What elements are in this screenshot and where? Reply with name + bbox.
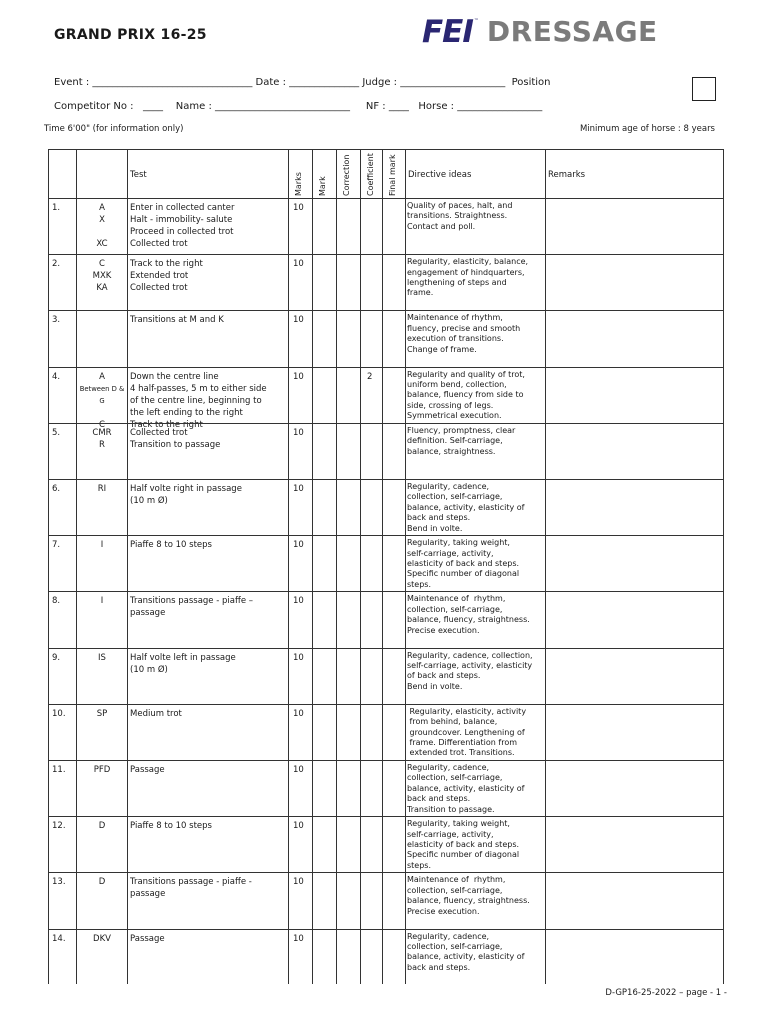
arena-letter: A xyxy=(99,203,105,213)
directive-line: Precise execution. xyxy=(407,906,480,916)
test-description xyxy=(130,595,287,619)
remarks-field[interactable] xyxy=(546,650,722,702)
directive-line: Symmetrical execution. xyxy=(407,411,502,421)
directive-line: Transition to passage. xyxy=(407,804,495,814)
test-line: passage xyxy=(130,608,166,619)
final-mark-field[interactable] xyxy=(383,818,404,868)
test-line: Medium trot xyxy=(130,708,182,719)
test-line: Collected trot xyxy=(130,239,188,249)
correction-field[interactable] xyxy=(337,818,359,868)
movement-letters xyxy=(77,876,127,888)
test-description xyxy=(130,427,287,451)
directive-line: balance, activity, elasticity of xyxy=(407,952,525,962)
correction-field[interactable] xyxy=(337,537,359,587)
correction-field[interactable] xyxy=(337,481,359,531)
remarks-field[interactable] xyxy=(546,706,722,758)
directive-line: collection, self-carriage, xyxy=(407,604,503,614)
movement-number: 5. xyxy=(52,427,61,438)
column-divider xyxy=(405,150,406,984)
test-line: Transition to passage xyxy=(130,439,221,450)
competitor-name-nf-horse-line: Competitor No : ____ Name : ___________________________ NF : ____ Horse : _________________ xyxy=(54,101,543,112)
correction-field[interactable] xyxy=(337,931,359,981)
test-description xyxy=(130,764,287,776)
mark-field[interactable] xyxy=(313,593,335,643)
row-divider xyxy=(49,591,723,592)
column-divider xyxy=(360,150,361,984)
directive-line: Maintenance of rhythm, xyxy=(407,875,506,885)
test-description xyxy=(130,371,287,431)
page-footer: D-GP16-25-2022 – page - 1 - xyxy=(605,988,727,998)
final-mark-field[interactable] xyxy=(383,425,404,475)
directive-line: side, crossing of legs. xyxy=(407,400,494,410)
position-box[interactable] xyxy=(692,77,716,101)
directive-line: Regularity, cadence, xyxy=(407,931,490,941)
movement-number: 10. xyxy=(52,708,66,719)
directive-ideas xyxy=(407,426,545,457)
row-divider xyxy=(49,648,723,649)
max-marks: 10 xyxy=(293,315,304,326)
test-line: Track to the right xyxy=(130,419,203,430)
row-divider xyxy=(49,310,723,311)
coefficient-value: 2 xyxy=(367,371,373,382)
test-line: Collected trot xyxy=(130,283,188,294)
directive-line: groundcover. Lengthening of xyxy=(407,727,525,737)
directive-line: Bend in volte. xyxy=(407,523,463,533)
test-line: Down the centre line xyxy=(130,371,219,382)
test-line: Transitions at M and K xyxy=(130,315,224,326)
test-description xyxy=(130,539,287,551)
max-marks: 10 xyxy=(293,877,304,888)
directive-line: balance, activity, elasticity of xyxy=(407,783,525,793)
directive-line: balance, fluency, straightness. xyxy=(407,615,530,625)
directive-ideas xyxy=(407,819,545,871)
final-mark-field[interactable] xyxy=(383,593,404,643)
movement-number: 11. xyxy=(52,765,66,775)
row-divider xyxy=(49,704,723,705)
final-mark-field[interactable] xyxy=(383,200,404,250)
directive-line: Regularity, cadence, xyxy=(407,482,490,491)
directive-line: transitions. Straightness. xyxy=(407,211,508,221)
row-divider xyxy=(49,760,723,761)
mark-field[interactable] xyxy=(313,650,335,700)
mark-field[interactable] xyxy=(313,425,335,475)
final-mark-field[interactable] xyxy=(383,312,404,362)
test-line: (10 m Ø) xyxy=(130,664,168,675)
correction-field[interactable] xyxy=(337,369,359,419)
max-marks: 10 xyxy=(293,259,304,270)
col-header-marks: Marks xyxy=(294,172,303,196)
test-description xyxy=(130,876,287,900)
directive-line: Specific number of diagonal xyxy=(407,569,520,579)
directive-ideas xyxy=(407,651,545,693)
directive-line: Regularity, taking weight, xyxy=(407,819,510,829)
remarks-field[interactable] xyxy=(546,537,722,589)
remarks-field[interactable] xyxy=(546,481,722,533)
movement-letters xyxy=(77,539,127,551)
directive-ideas xyxy=(407,594,545,636)
directive-line: Regularity, cadence, xyxy=(407,763,490,772)
test-line: Transitions passage - piaffe - xyxy=(130,877,252,888)
mark-field[interactable] xyxy=(313,818,335,868)
row-divider xyxy=(49,423,723,424)
arena-letter: KA xyxy=(96,283,108,294)
mark-field[interactable] xyxy=(313,312,335,362)
arena-letter: DKV xyxy=(93,933,111,944)
test-description xyxy=(130,483,287,507)
test-line: Half volte right in passage xyxy=(130,484,242,494)
directive-line: Maintenance of rhythm, xyxy=(407,594,506,604)
directive-line: steps. xyxy=(407,579,432,589)
remarks-field[interactable] xyxy=(546,369,722,421)
arena-letter: CMR xyxy=(92,427,112,438)
directive-line: frame. Differentiation from xyxy=(407,738,518,748)
col-header-test: Test xyxy=(130,170,147,180)
directive-line: collection, self-carriage, xyxy=(407,773,503,783)
directive-line: back and steps. xyxy=(407,513,471,523)
test-description xyxy=(130,933,287,945)
directive-line: Precise execution. xyxy=(407,625,480,635)
arena-letter: XC xyxy=(96,239,108,249)
directive-line: collection, self-carriage, xyxy=(407,885,503,895)
movement-letters xyxy=(77,595,127,607)
remarks-field[interactable] xyxy=(546,425,722,477)
remarks-field[interactable] xyxy=(546,931,722,983)
test-line: Halt - immobility- salute xyxy=(130,215,233,225)
directive-line: self-carriage, activity, xyxy=(407,829,494,839)
directive-line: Regularity, elasticity, balance, xyxy=(407,257,529,267)
mark-field[interactable] xyxy=(313,369,335,419)
test-description xyxy=(130,820,287,832)
directive-line: back and steps. xyxy=(407,794,471,804)
arena-letter xyxy=(77,226,127,238)
mark-field[interactable] xyxy=(313,762,335,812)
col-header-coefficient: Coefficient xyxy=(366,153,375,196)
arena-letter: SP xyxy=(96,708,108,719)
correction-field[interactable] xyxy=(337,312,359,362)
test-line: Transitions passage - piaffe – xyxy=(130,596,254,607)
arena-letter: D xyxy=(98,821,106,832)
column-divider xyxy=(288,150,289,984)
correction-field[interactable] xyxy=(337,762,359,812)
test-description xyxy=(130,202,287,250)
arena-letter: MXK xyxy=(92,271,112,282)
col-header-final-mark: Final mark xyxy=(388,154,397,196)
movement-letters xyxy=(77,764,127,776)
directive-line: collection, self-carriage, xyxy=(407,942,503,951)
row-divider xyxy=(49,479,723,480)
max-marks: 10 xyxy=(293,427,304,438)
movement-number: 7. xyxy=(52,540,61,551)
remarks-field[interactable] xyxy=(546,762,722,814)
directive-line: steps. xyxy=(407,860,432,870)
movement-number: 6. xyxy=(52,484,61,494)
movement-number: 4. xyxy=(52,371,61,382)
correction-field[interactable] xyxy=(337,256,359,306)
test-description xyxy=(130,314,287,326)
max-marks: 10 xyxy=(293,540,304,551)
max-marks: 10 xyxy=(293,708,304,719)
test-line: Passage xyxy=(130,765,165,775)
movement-letters xyxy=(77,258,127,294)
row-divider xyxy=(49,254,723,255)
movement-number: 13. xyxy=(52,877,66,888)
test-line: 4 half-passes, 5 m to either side xyxy=(130,383,267,394)
max-marks: 10 xyxy=(293,484,304,494)
col-header-mark: Mark xyxy=(318,176,327,196)
final-mark-field[interactable] xyxy=(383,256,404,306)
remarks-field[interactable] xyxy=(546,593,722,645)
directive-line: elasticity of back and steps. xyxy=(407,559,520,568)
movement-letters xyxy=(77,820,127,832)
row-divider xyxy=(49,535,723,536)
test-line: Track to the right xyxy=(130,259,203,270)
directive-line: frame. xyxy=(407,288,434,298)
minimum-age-note: Minimum age of horse : 8 years xyxy=(579,124,715,134)
arena-letter: A xyxy=(99,371,105,382)
movement-number: 3. xyxy=(52,315,61,326)
test-description xyxy=(130,258,287,294)
col-header-correction: Correction xyxy=(342,154,351,196)
test-line: (10 m Ø) xyxy=(130,496,168,506)
final-mark-field[interactable] xyxy=(383,874,404,924)
arena-letter: I xyxy=(100,540,104,551)
directive-line: self-carriage, activity, xyxy=(407,548,494,558)
max-marks: 10 xyxy=(293,596,304,607)
event-date-judge-line: Event : ________________________________ Date : ______________ Judge : _____________________ Position xyxy=(54,77,551,88)
directive-line: back and steps. xyxy=(407,962,471,972)
movement-number: 9. xyxy=(52,652,61,663)
header-bottom-line xyxy=(49,198,723,199)
directive-line: Regularity, taking weight, xyxy=(407,538,510,548)
test-line: Piaffe 8 to 10 steps xyxy=(130,540,212,551)
correction-field[interactable] xyxy=(337,650,359,700)
directive-line: elasticity of back and steps. xyxy=(407,840,520,849)
movement-letters xyxy=(77,933,127,945)
arena-letter xyxy=(77,407,127,419)
test-line: Passage xyxy=(130,933,165,944)
directive-line: Regularity, elasticity, activity xyxy=(407,706,527,716)
fei-dressage-logo xyxy=(422,14,722,50)
test-line: Proceed in collected trot xyxy=(130,227,234,237)
test-title: GRAND PRIX 16-25 xyxy=(54,27,207,43)
row-divider xyxy=(49,872,723,873)
directive-line: Bend in volte. xyxy=(407,681,463,691)
directive-line: uniform bend, collection, xyxy=(407,380,507,389)
mark-field[interactable] xyxy=(313,481,335,531)
test-line: of the centre line, beginning to xyxy=(130,395,262,406)
directive-line: Regularity and quality of trot, xyxy=(407,369,525,379)
remarks-field[interactable] xyxy=(546,818,722,870)
directive-line: self-carriage, activity, elasticity xyxy=(407,661,533,670)
column-divider xyxy=(127,150,128,984)
arena-letter: R xyxy=(99,439,105,450)
directive-line: Contact and poll. xyxy=(407,221,476,231)
final-mark-field[interactable] xyxy=(383,369,404,419)
movement-letters xyxy=(77,483,127,495)
test-line: Collected trot xyxy=(130,427,188,438)
directive-line: execution of transitions. xyxy=(407,334,504,344)
test-line: the left ending to the right xyxy=(130,407,243,418)
arena-letter: PFD xyxy=(93,765,111,775)
mark-field[interactable] xyxy=(313,874,335,924)
directive-ideas xyxy=(407,763,545,815)
directive-line: Change of frame. xyxy=(407,344,477,354)
directive-line: fluency, precise and smooth xyxy=(407,323,521,333)
max-marks: 10 xyxy=(293,652,304,663)
directive-ideas xyxy=(407,707,545,759)
movement-letters xyxy=(77,427,127,451)
arena-letter: X xyxy=(99,215,105,225)
score-sheet-table xyxy=(48,149,724,984)
final-mark-field[interactable] xyxy=(383,537,404,587)
mark-field[interactable] xyxy=(313,931,335,981)
max-marks: 10 xyxy=(293,821,304,832)
row-divider xyxy=(49,816,723,817)
directive-line: lengthening of steps and xyxy=(407,278,507,287)
final-mark-field[interactable] xyxy=(383,931,404,981)
directive-ideas xyxy=(407,538,545,590)
arena-letter: C xyxy=(99,419,105,430)
remarks-field[interactable] xyxy=(546,256,722,308)
movement-letters xyxy=(77,708,127,720)
mark-field[interactable] xyxy=(313,256,335,306)
directive-line: balance, straightness. xyxy=(407,446,496,456)
directive-line: of back and steps. xyxy=(407,671,481,681)
movement-number: 8. xyxy=(52,596,61,607)
movement-number: 12. xyxy=(52,821,66,832)
test-line: Piaffe 8 to 10 steps xyxy=(130,821,212,832)
directive-line: definition. Self-carriage, xyxy=(407,436,503,446)
directive-ideas xyxy=(407,875,545,917)
test-line: Half volte left in passage xyxy=(130,652,236,663)
final-mark-field[interactable] xyxy=(383,650,404,700)
movement-number: 1. xyxy=(52,203,61,213)
directive-ideas xyxy=(407,932,545,974)
arena-letter: I xyxy=(100,596,104,607)
directive-ideas xyxy=(407,313,545,355)
directive-line: balance, fluency from side to xyxy=(407,390,524,400)
arena-letter: IS xyxy=(98,652,106,663)
col-header-remarks: Remarks xyxy=(548,170,586,180)
directive-ideas xyxy=(407,257,545,299)
directive-line: balance, fluency, straightness. xyxy=(407,896,530,906)
directive-line: balance, activity, elasticity of xyxy=(407,502,525,512)
test-line: passage xyxy=(130,889,166,900)
directive-line: collection, self-carriage, xyxy=(407,492,503,502)
directive-line: Maintenance of rhythm, xyxy=(407,313,503,323)
movement-letters xyxy=(77,652,127,664)
test-line: Extended trot xyxy=(130,271,189,282)
final-mark-field[interactable] xyxy=(383,481,404,531)
movement-letters xyxy=(77,202,127,250)
directive-line: Specific number of diagonal xyxy=(407,850,520,860)
arena-letter: C xyxy=(99,259,105,270)
row-divider xyxy=(49,367,723,368)
time-note: Time 6'00" (for information only) xyxy=(44,124,184,134)
remarks-field[interactable] xyxy=(546,874,722,926)
mark-field[interactable] xyxy=(313,706,335,756)
correction-field[interactable] xyxy=(337,706,359,756)
test-description xyxy=(130,652,287,676)
directive-ideas xyxy=(407,201,545,232)
correction-field[interactable] xyxy=(337,874,359,924)
directive-line: Quality of paces, halt, and xyxy=(407,201,513,210)
trademark-mark: ™ xyxy=(473,18,479,24)
row-divider xyxy=(49,929,723,930)
directive-ideas xyxy=(407,370,545,422)
arena-letter: D xyxy=(98,877,106,888)
directive-line: engagement of hindquarters, xyxy=(407,267,525,277)
directive-line: Regularity, cadence, collection, xyxy=(407,650,533,660)
correction-field[interactable] xyxy=(337,200,359,250)
mark-field[interactable] xyxy=(313,200,335,250)
max-marks: 10 xyxy=(293,765,304,775)
arena-letter: RI xyxy=(97,484,107,494)
directive-line: extended trot. Transitions. xyxy=(407,748,515,758)
dressage-logo-text: DRESSAGE xyxy=(486,15,658,48)
col-header-directive-ideas: Directive ideas xyxy=(408,170,472,180)
directive-line: from behind, balance, xyxy=(407,717,498,727)
arena-letter: Between D & G xyxy=(79,384,125,405)
test-description xyxy=(130,708,287,720)
final-mark-field[interactable] xyxy=(383,762,404,812)
test-line: Enter in collected canter xyxy=(130,203,235,213)
correction-field[interactable] xyxy=(337,593,359,643)
movement-number: 2. xyxy=(52,259,61,270)
remarks-field[interactable] xyxy=(546,200,722,252)
directive-line: Fluency, promptness, clear xyxy=(407,425,516,435)
max-marks: 10 xyxy=(293,203,304,213)
max-marks: 10 xyxy=(293,371,304,382)
mark-field[interactable] xyxy=(313,537,335,587)
remarks-field[interactable] xyxy=(546,312,722,364)
max-marks: 10 xyxy=(293,933,304,944)
directive-ideas xyxy=(407,482,545,534)
final-mark-field[interactable] xyxy=(383,706,404,756)
movement-number: 14. xyxy=(52,933,66,944)
fei-logo-text: FEI xyxy=(422,13,473,50)
correction-field[interactable] xyxy=(337,425,359,475)
movement-letters xyxy=(77,371,127,431)
